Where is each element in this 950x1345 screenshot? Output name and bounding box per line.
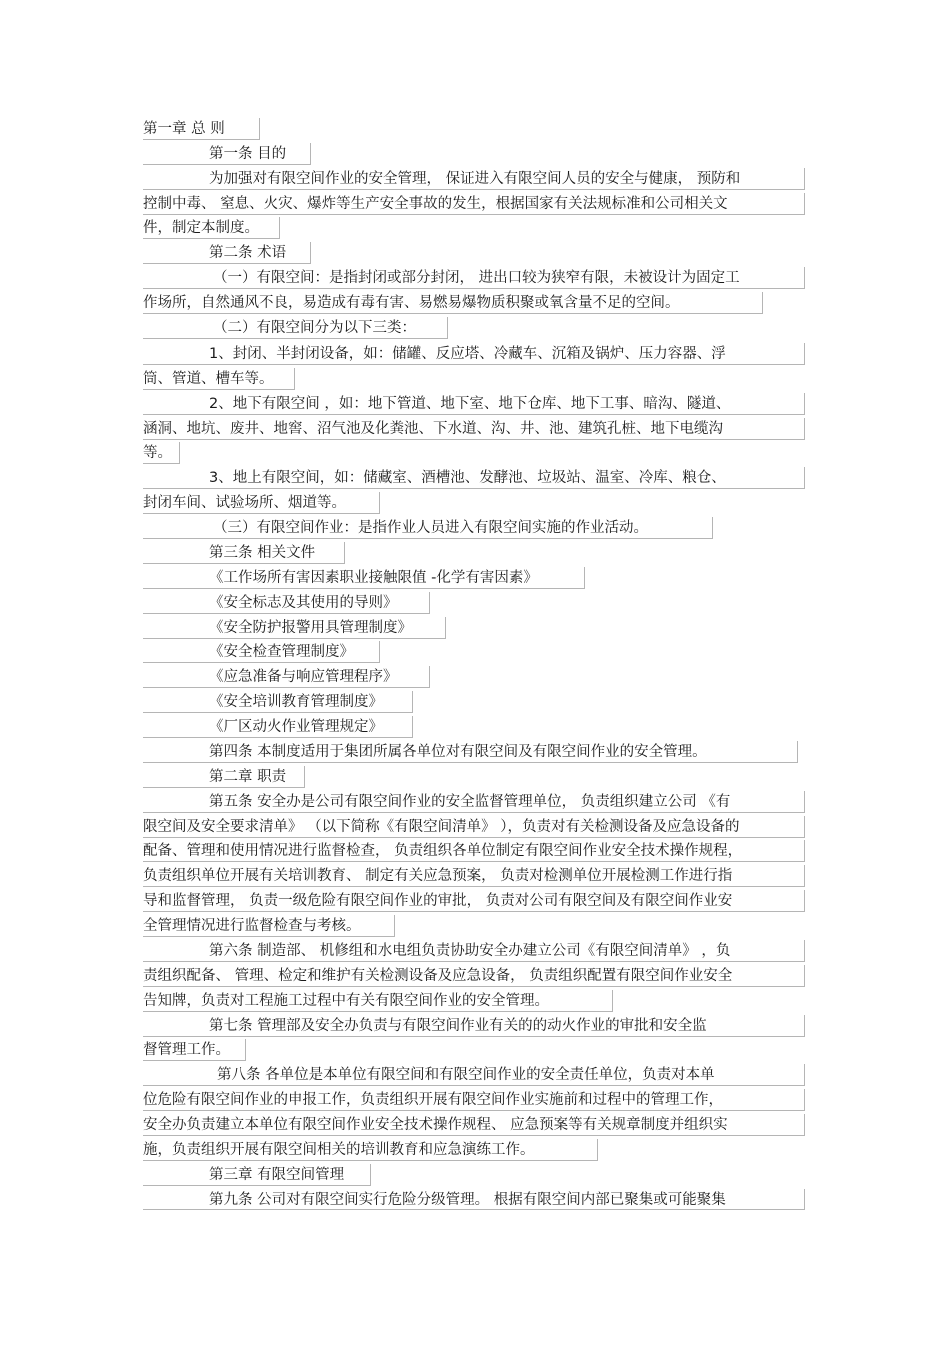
paragraph-line: 控制中毒、 窒息、火灾、爆炸等生产安全事故的发生，根据国家有关法规标准和公司相关文 — [143, 193, 805, 215]
paragraph-line: 全管理情况进行监督检查与考核。 — [143, 915, 395, 937]
paragraph-line: 2、地下有限空间 ，如：地下管道、地下室、地下仓库、地下工事、暗沟、隧道、 — [143, 393, 805, 415]
paragraph-line: 位危险有限空间作业的申报工作，负责组织开展有限空间作业实施前和过程中的管理工作， — [143, 1089, 805, 1111]
paragraph-line: 3、地上有限空间，如：储藏室、酒槽池、发酵池、垃圾站、温室、冷库、粮仓、 — [143, 467, 805, 489]
paragraph-line: 告知牌，负责对工程施工过程中有关有限空间作业的安全管理。 — [143, 990, 613, 1012]
paragraph-line: 涵洞、地坑、废井、地窖、沼气池及化粪池、下水道、沟、井、池、建筑孔桩、地下电缆沟 — [143, 418, 805, 440]
paragraph-line: 负责组织单位开展有关培训教育、 制定有关应急预案， 负责对检测单位开展检测工作进行指 — [143, 865, 805, 887]
paragraph-line: （二）有限空间分为以下三类： — [143, 317, 448, 339]
paragraph-line: 施，负责组织开展有限空间相关的培训教育和应急演练工作。 — [143, 1139, 598, 1161]
paragraph-line: 第七条 管理部及安全办负责与有限空间作业有关的的动火作业的审批和安全监 — [143, 1015, 805, 1037]
paragraph-line: 等。 — [143, 442, 180, 464]
referenced-document: 《应急准备与响应管理程序》 — [143, 666, 430, 688]
chapter-1-heading: 第一章 总 则 — [143, 118, 260, 140]
paragraph-line: 责组织配备、 管理、检定和维护有关检测设备及应急设备， 负责组织配置有限空间作业安全 — [143, 965, 805, 987]
article-2-heading: 第二条 术语 — [143, 242, 311, 264]
article-4-text: 第四条 本制度适用于集团所属各单位对有限空间及有限空间作业的安全管理。 — [143, 741, 798, 763]
paragraph-line: 第五条 安全办是公司有限空间作业的安全监督管理单位， 负责组织建立公司 《有 — [143, 791, 805, 813]
referenced-document: 《安全培训教育管理制度》 — [143, 691, 413, 713]
referenced-document: 《安全检查管理制度》 — [143, 641, 380, 663]
paragraph-line: 封闭车间、试验场所、烟道等。 — [143, 492, 380, 514]
paragraph-line: 件，制定本制度。 — [143, 217, 280, 239]
paragraph-line: （一）有限空间：是指封闭或部分封闭， 进出口较为狭窄有限，未被设计为固定工 — [143, 267, 805, 289]
paragraph-line: 1、封闭、半封闭设备，如：储罐、反应塔、冷藏车、沉箱及锅炉、压力容器、浮 — [143, 343, 805, 365]
chapter-3-heading: 第三章 有限空间管理 — [143, 1164, 371, 1186]
paragraph-line: 第八条 各单位是本单位有限空间和有限空间作业的安全责任单位，负责对本单 — [143, 1064, 805, 1086]
paragraph-line: 第六条 制造部、 机修组和水电组负责协助安全办建立公司《有限空间清单》 ，负 — [143, 940, 805, 962]
chapter-2-heading: 第二章 职责 — [143, 766, 305, 788]
paragraph-line: 限空间及安全要求清单》 （以下简称《有限空间清单》 ），负责对有关检测设备及应急设备的 — [143, 816, 805, 838]
paragraph-line: 配备、管理和使用情况进行监督检查， 负责组织各单位制定有限空间作业安全技术操作规程， — [143, 840, 805, 862]
paragraph-line: 第九条 公司对有限空间实行危险分级管理。 根据有限空间内部已聚集或可能聚集 — [143, 1189, 805, 1210]
referenced-document: 《工作场所有害因素职业接触限值 -化学有害因素》 — [143, 567, 585, 589]
referenced-document: 《安全防护报警用具管理制度》 — [143, 617, 446, 639]
paragraph-line: 安全办负责建立本单位有限空间作业安全技术操作规程、 应急预案等有关规章制度并组织实 — [143, 1114, 805, 1136]
referenced-document: 《安全标志及其使用的导则》 — [143, 592, 430, 614]
paragraph-line: 为加强对有限空间作业的安全管理， 保证进入有限空间人员的安全与健康， 预防和 — [143, 168, 805, 190]
paragraph-line: （三）有限空间作业：是指作业人员进入有限空间实施的作业活动。 — [143, 517, 713, 539]
paragraph-line: 督管理工作。 — [143, 1039, 246, 1061]
referenced-document: 《厂区动火作业管理规定》 — [143, 716, 413, 738]
paragraph-line: 导和监督管理， 负责一级危险有限空间作业的审批， 负责对公司有限空间及有限空间作业安 — [143, 890, 805, 912]
article-1-heading: 第一条 目的 — [143, 143, 311, 165]
paragraph-line: 筒、管道、槽车等。 — [143, 368, 295, 390]
paragraph-line: 作场所，自然通风不良，易造成有毒有害、易燃易爆物质积聚或氧含量不足的空间。 — [143, 292, 763, 314]
article-3-heading: 第三条 相关文件 — [143, 542, 345, 564]
